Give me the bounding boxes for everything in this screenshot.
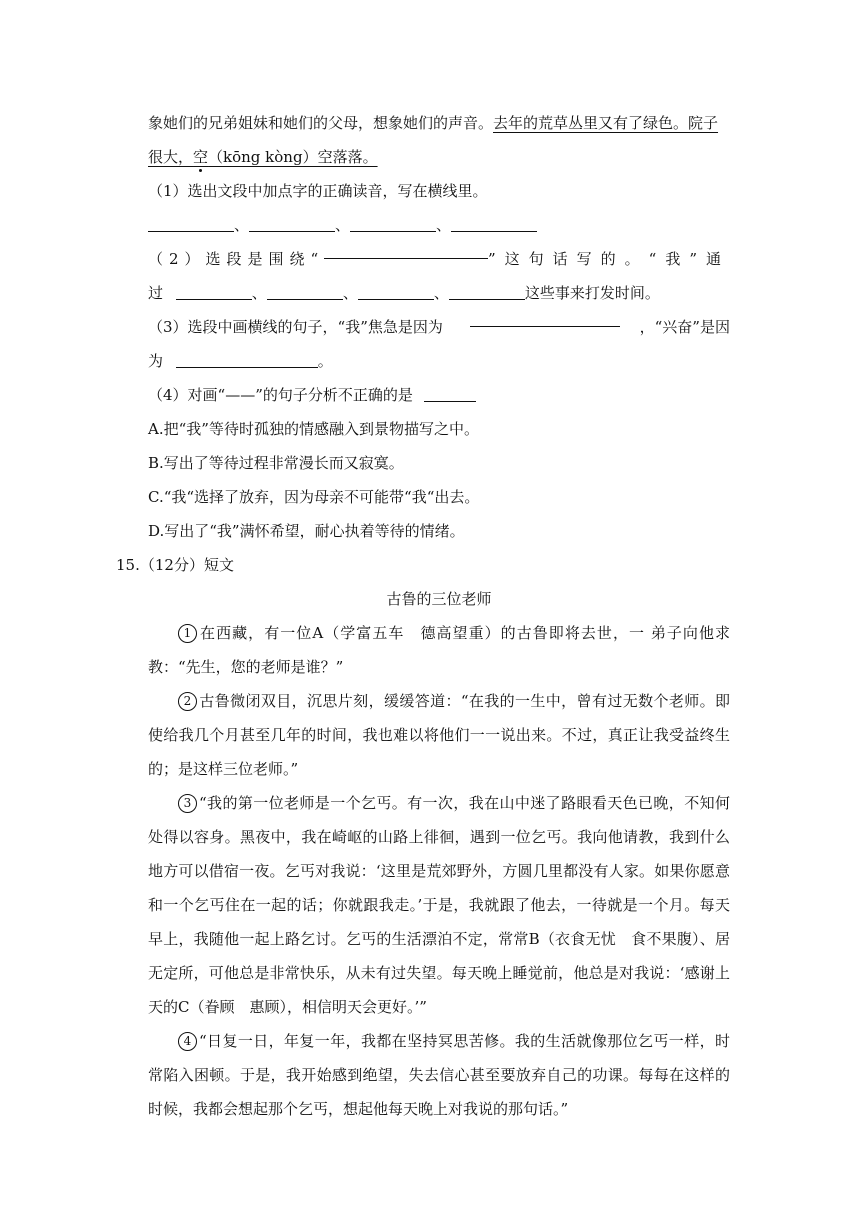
answer-blank[interactable] — [449, 283, 525, 300]
question-3-line-2 — [148, 344, 730, 378]
answer-blank[interactable] — [148, 215, 234, 232]
intro-text: 象她们的兄弟姐妹和她们的父母，想象她们的声音。 — [148, 114, 494, 132]
intro-line-2 — [148, 140, 730, 174]
answer-blank[interactable] — [424, 385, 476, 402]
paragraph-number: 2 — [178, 692, 197, 711]
option-b: B.写出了等待过程非常漫长而又寂寞。 — [148, 454, 404, 472]
answer-blank[interactable] — [470, 310, 620, 327]
paragraph-3 — [148, 786, 730, 1024]
answer-blank[interactable] — [324, 242, 488, 259]
paragraph-text: “我的第一位老师是一个乞丐。有一次，我在山中迷了路眼看天色已晚，不知何处得以容身。黑夜中，我在崎岖的山路上徘徊，遇到一位乞丐。我向他请教，我到什么地方可以借宿一夜。乞丐对我说：‘这里是荒郊野外，方圆几里都没有人家。如果你愿意和一个乞丐住在一起的话；你就跟我走。’于是，我就跟了他去，一待就是一个月。每天早上，我随他一起上路乞讨。乞丐的生活漂泊不定，常常B（衣食无忧 食不果腹）、居无定所，可他总是非常快乐，从未有过失望。每天晚上睡觉前，他总是对我说：‘感谢上天的C（眷顾 惠顾），相信明天会更好。’” — [148, 794, 730, 1016]
separator: 、 — [342, 284, 358, 302]
paragraph-text: 在西藏，有一位A（学富五车 德高望重）的古鲁即将去世，一 弟子向他求教：“先生，您的老师是谁？” — [148, 624, 730, 676]
underlined-sentence-cont — [148, 148, 378, 166]
intro-text-2: 很大， — [148, 148, 194, 166]
question-4 — [148, 378, 730, 412]
option-c: C.“我“选择了放弃，因为母亲不可能带“我“出去。 — [148, 488, 480, 506]
separator: 、 — [234, 216, 250, 234]
answer-blank[interactable] — [358, 283, 434, 300]
paragraph-text: 古鲁微闭双目，沉思片刻，缓缓答道：“在我的一生中，曾有过无数个老师。即使给我几个月甚至几年的时间，我也难以将他们一一说出来。不过，真正让我受益终生的；是这样三位老师。” — [148, 692, 730, 778]
paragraph-number: 1 — [178, 624, 197, 643]
answer-blank[interactable] — [451, 215, 537, 232]
paragraph-number: 3 — [178, 794, 197, 813]
option-a: A.把“我”等待时孤独的情感融入到景物描写之中。 — [148, 420, 479, 438]
question-1-blanks — [148, 208, 730, 242]
question-4-stem: （4）对画“——”的句子分析不正确的是 — [148, 386, 413, 404]
paragraph-text: “日复一日，年复一年，我都在坚持冥思苦修。我的生活就像那位乞丐一样，时常陷入困顿。于是，我开始感到绝望，失去信心甚至要放弃自己的功课。每每在这样的时候，我都会想起那个乞丐，想起他每天晚上对我说的那句话。” — [148, 1032, 730, 1118]
pinyin-options: （kōng kòng）空落落。 — [208, 148, 378, 166]
dotted-char: 空 — [193, 148, 209, 166]
answer-blank[interactable] — [350, 215, 436, 232]
question-2 — [148, 242, 730, 276]
answer-blank[interactable] — [249, 215, 335, 232]
question-3-text: （3）选段中画横线的句子，“我”焦急是因为 — [148, 318, 443, 336]
separator: 、 — [251, 284, 267, 302]
answer-blank[interactable] — [176, 351, 318, 368]
answer-blank[interactable] — [267, 283, 343, 300]
paragraph-4 — [148, 1024, 730, 1126]
question-3 — [148, 310, 730, 344]
paragraph-number: 4 — [178, 1032, 197, 1051]
document-page — [116, 106, 730, 1126]
question-2-blanks — [148, 276, 730, 310]
paragraph-1 — [148, 616, 730, 684]
passage-title: 古鲁的三位老师 — [386, 590, 492, 608]
separator: 、 — [335, 216, 351, 234]
question-2-text-b: ”这句话写的。“我”通 — [487, 250, 730, 268]
question-3-text-b: ，“兴奋”是因 — [639, 318, 730, 336]
question-2-text-c: 过 — [148, 284, 164, 302]
option-d: D.写出了“我”满怀希望，耐心执着等待的情绪。 — [148, 522, 465, 540]
intro-line-1 — [148, 106, 730, 140]
separator: 、 — [433, 284, 449, 302]
question-2-text: （2）选段是围绕“ — [148, 250, 325, 268]
separator: 、 — [436, 216, 452, 234]
answer-blank[interactable] — [176, 283, 252, 300]
underlined-sentence: 去年的荒草丛里又有了绿色。院子 — [493, 114, 719, 132]
paragraph-2 — [148, 684, 730, 786]
question-15-header: 15.（12分）短文 — [116, 556, 234, 574]
question-3-text-c: 为 — [148, 352, 164, 370]
question-2-text-d: 这些事来打发时间。 — [524, 284, 660, 302]
question-3-text-d: 。 — [317, 352, 333, 370]
question-1: （1）选出文段中加点字的正确读音，写在横线里。 — [148, 182, 488, 200]
